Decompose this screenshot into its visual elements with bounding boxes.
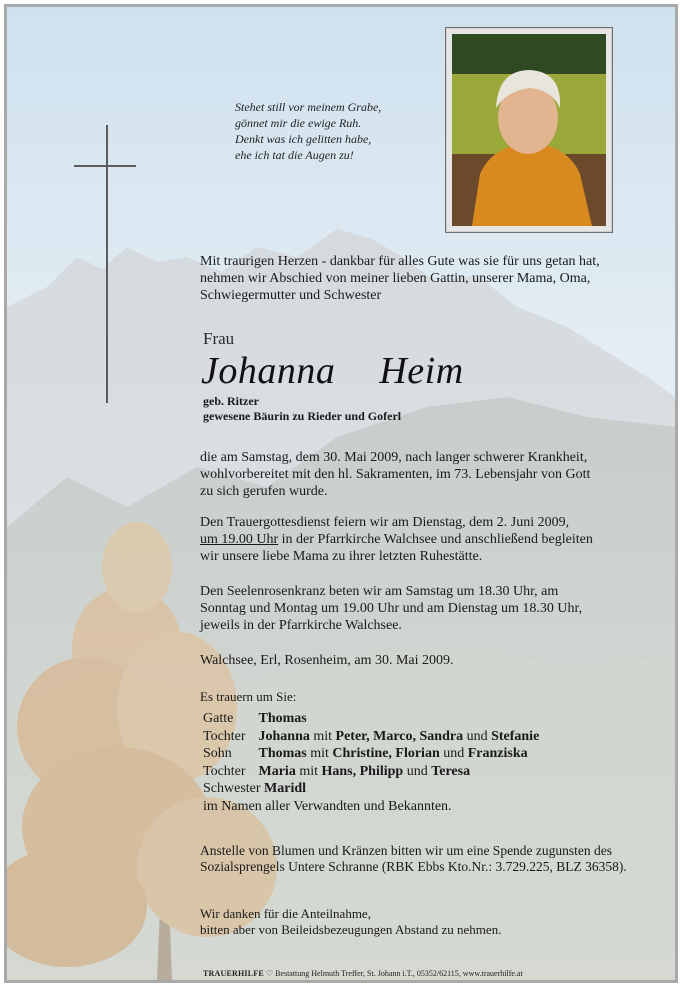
mourner-name: Thomas [258,711,307,726]
mourner-name: Johanna [258,728,310,744]
mourner-relation: Gatte [203,711,234,726]
funeral-home-details: Bestattung Helmuth Treffer, St. Johann i.T., 05352/62115, www.trauerhilfe.at [275,969,523,978]
death-line: wohlvorbereitet mit den hl. Sakramenten, im 73. Lebensjahr von Gott [200,467,591,482]
mourner-family: Teresa [431,763,471,779]
mourner-family: Franziska [467,746,528,761]
mourner-family: Stefanie [491,728,540,744]
poem-line: Stehet still vor meinem Grabe, [235,100,382,114]
rosary-line: jeweils in der Pfarrkirche Walchsee. [200,618,402,633]
deceased-name: Johanna Heim [201,350,464,392]
rosary-line: Sonntag und Montag um 19.00 Uhr und am Dienstag um 18.30 Uhr, [200,601,583,616]
mourner-family: Hans, Philipp [321,763,404,779]
mourner-name: Thomas [258,746,307,761]
portrait-image [452,34,606,226]
mourners-heading: Es trauern um Sie: [200,689,297,704]
mourner-name: Maria [258,763,296,779]
funeral-home-brand: TRAUERHILFE [203,969,264,978]
connector: mit [295,763,322,779]
salutation: Frau [203,329,235,348]
connector: und [439,746,468,761]
mourner-row [203,780,539,798]
connector: und [403,763,432,779]
mourner-row [203,728,539,746]
death-notice [200,449,660,500]
funeral-line-rest: in der Pfarrkirche Walchsee und anschließend begleiten [278,532,593,547]
donation-line: Anstelle von Blumen und Kränzen bitten wir um eine Spende zugunsten des [200,843,613,858]
cross-horizontal [74,165,136,167]
mourner-row [203,745,539,763]
rosary-line: Den Seelenrosenkranz beten wir am Samstag um 18.30 Uhr, am [200,584,559,599]
intro-line: nehmen wir Abschied von meiner lieben Gattin, unserer Mama, Oma, [200,271,591,286]
poem-line: gönnet mir die ewige Ruh. [235,116,362,130]
intro-line: Schwiegermutter und Schwester [200,288,382,303]
poem-line: ehe ich tat die Augen zu! [235,148,354,162]
intro-text [200,253,660,304]
funeral-line: Den Trauergottesdienst feiern wir am Dienstag, dem 2. Juni 2009, [200,515,570,530]
connector: mit [309,728,336,744]
thanks-line: Wir danken für die Anteilnahme, [200,906,371,921]
mourner-relation: Schwester [203,781,261,796]
poem-line: Denkt was ich gelitten habe, [235,132,372,146]
funeral-notice [200,514,660,565]
connector: mit [306,746,333,761]
connector: und [463,728,492,744]
maiden-name: geb. Ritzer [203,394,259,408]
funeral-time: um 19.00 Uhr [200,532,279,547]
mourner-row [203,763,539,781]
place-date: Walchsee, Erl, Rosenheim, am 30. Mai 2009. [200,653,454,668]
mourner-relation: Tochter [203,763,246,779]
deceased-details [203,394,401,424]
donation-line: Sozialsprengels Untere Schranne (RBK Ebbs Kto.Nr.: 3.729.225, BLZ 36358). [200,859,627,874]
memorial-poem [235,99,381,163]
thanks-line: bitten aber von Beileidsbezeugungen Abstand zu nehmen. [200,922,502,937]
thanks-note [200,906,660,938]
death-line: zu sich gerufen wurde. [200,484,328,499]
mourners-list [203,710,539,815]
obituary-frame [4,4,678,983]
mourner-name: Maridl [264,781,307,796]
mourner-row [203,710,539,728]
funeral-line: wir unsere liebe Mama zu ihrer letzten Ruhestätte. [200,549,483,564]
funeral-home-footer [203,969,523,978]
mourner-family: Christine, Florian [332,746,440,761]
mourner-family: Peter, Marco, Sandra [335,728,464,744]
donation-request [200,843,660,875]
death-line: die am Samstag, dem 30. Mai 2009, nach langer schwerer Krankheit, [200,450,588,465]
mourner-relation: Sohn [203,746,232,761]
funeral-home-logo-icon: ♡ [265,969,274,978]
rosary-notice [200,583,660,634]
occupation: gewesene Bäurin zu Rieder und Goferl [203,409,402,423]
portrait-photo [445,27,613,233]
mourners-closing: im Namen aller Verwandten und Bekannten. [203,798,452,814]
mourner-relation: Tochter [203,728,246,744]
intro-line: Mit traurigen Herzen - dankbar für alles Gute was sie für uns getan hat, [200,254,600,269]
funeral-line [200,531,660,548]
